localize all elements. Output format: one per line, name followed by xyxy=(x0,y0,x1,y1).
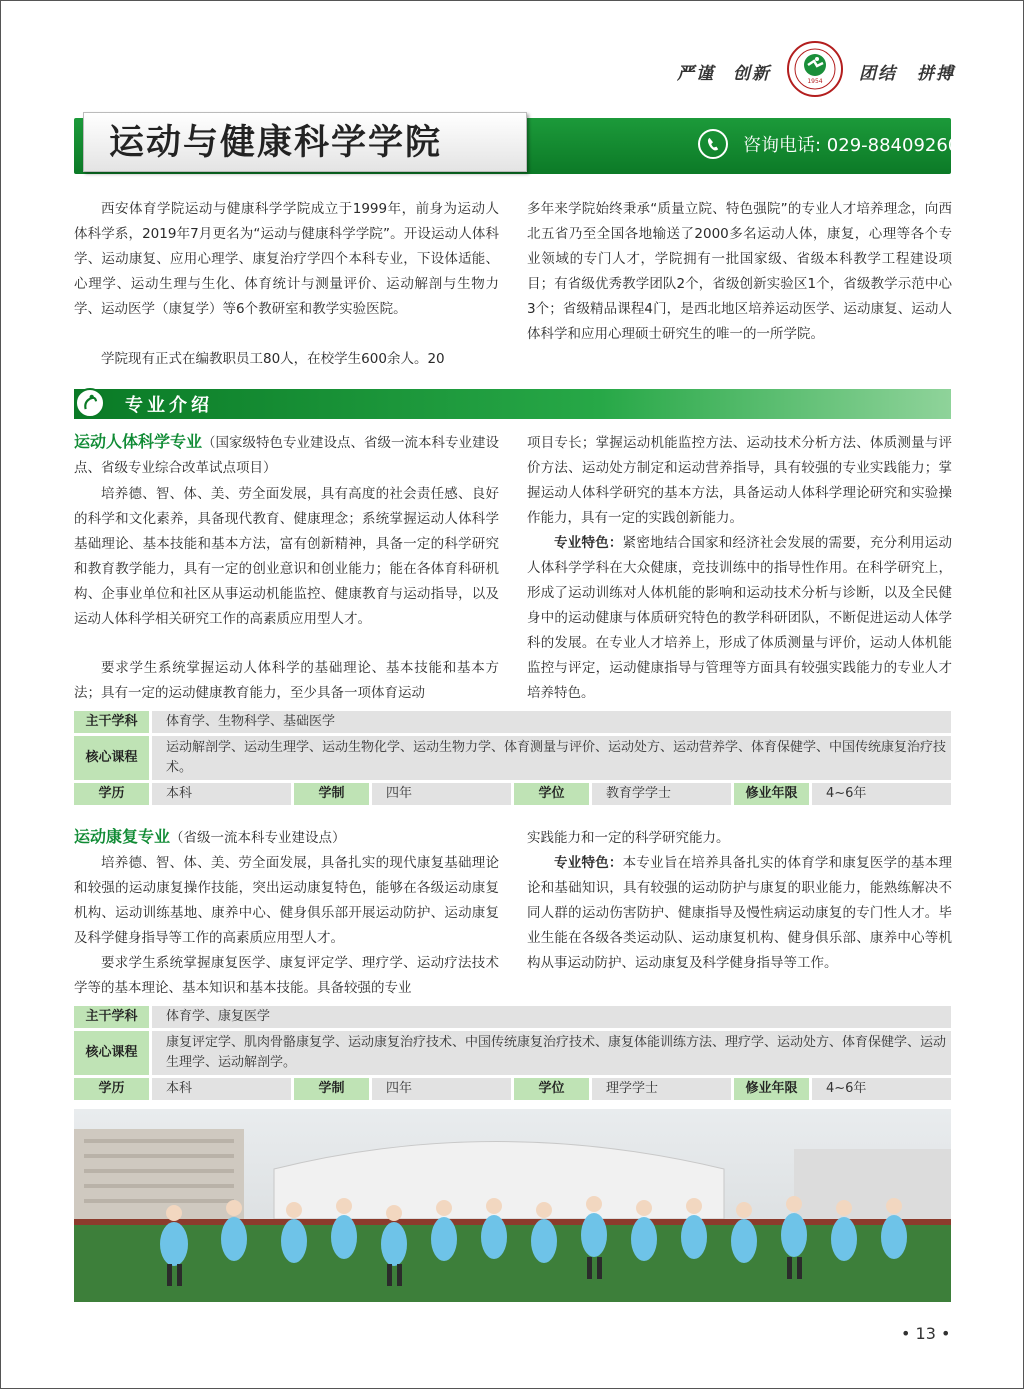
table-label: 主干学科 xyxy=(74,711,149,733)
table-label: 修业年限 xyxy=(734,783,809,805)
intro-paragraph: 学院现有正式在编教职员工80人，在校学生600余人。20 xyxy=(101,351,445,367)
feature-text: 本专业旨在培养具备扎实的体育学和康复医学的基本理论和基础知识，具有较强的运动防护与康复的职业能力，能熟练解决不同人群的运动伤害防护、健康指导及慢性病运动康复的专门性人才。毕业生能在各级各类运动队、运动康复机构、健身俱乐部、康养中心等机构从事运动防护、运动康复及科学健身指导等工作。 xyxy=(527,855,953,971)
major-name: 运动人体科学专业 xyxy=(74,432,203,451)
feature-label: 专业特色： xyxy=(554,535,623,551)
table-label: 学位 xyxy=(514,1078,589,1100)
table-label: 学历 xyxy=(74,1078,149,1100)
intro-paragraph: 多年来学院始终秉承“质量立院、特色强院”的专业人才培养理念，向西北五省乃至全国各地输送了2000多名运动人体，康复，心理等各个专业领域的专门人才，学院拥有一批国家级、省级本科教学工程建设项目；有省级优秀教学团队2个，省级创新实验区1个，省级教学示范中心3个；省级精品课程4门，是西北地区培养运动医学、运动康复、运动人体科学和应用心理硕士研究生的唯一的一所学院。 xyxy=(527,201,952,342)
major-heading xyxy=(74,824,499,851)
group-photo xyxy=(74,1109,951,1302)
table-label: 修业年限 xyxy=(734,1078,809,1100)
motto-word: 拼搏 xyxy=(917,64,955,84)
feature-text: 紧密地结合国家和经济社会发展的需要，充分利用运动人体科学学科在大众健康，竞技训练中的指导性作用。在科学研究上，形成了运动训练对人体机能的影响和运动技术分析与诊断，以及全民健身中的运动健康与体质研究特色的教学科研团队，不断促进运动人体学科的发展。在专业人才培养上，形成了体质测量与评价，运动人体机能监控与评定，运动健康指导与管理等方面具有较强实践能力的专业人才培养特色。 xyxy=(527,535,953,701)
table-value: 教育学学士 xyxy=(592,783,731,805)
table-row xyxy=(74,783,951,805)
table-value: 本科 xyxy=(152,1078,291,1100)
table-label: 核心课程 xyxy=(74,1031,149,1075)
major-paragraph: 要求学生系统掌握运动人体科学的基础理论、基本技能和基本方法；具有一定的运动健康教育能力，至少具备一项体育运动 xyxy=(74,660,499,701)
table-value: 本科 xyxy=(152,783,291,805)
intro-paragraph: 西安体育学院运动与健康科学学院成立于1999年，前身为运动人体科学系，2019年7月更名为“运动与健康科学学院”。开设运动人体科学、运动康复、应用心理学、康复治疗学四个本科专业，下设体适能、心理学、运动生理与生化、体育统计与测量评价、运动解剖与生物力学、运动医学（康复学）等6个教研室和教学实验医院。 xyxy=(74,201,499,317)
major-paragraph: 培养德、智、体、美、劳全面发展，具有高度的社会责任感、良好的科学和文化素养，具备现代教育、健康理念；系统掌握运动人体科学基础理论、基本技能和基本方法，富有创新精神，具备一定的科学研究和教育教学能力，具有一定的创业意识和创业能力；能在各体育科研机构、企事业单位和社区从事运动机能监控、健康教育与运动指导，以及运动人体科学相关研究工作的高素质应用型人才。 xyxy=(74,486,499,627)
motto-word: 严谨 xyxy=(677,64,715,84)
table-value: 四年 xyxy=(372,1078,511,1100)
major-paragraph: 要求学生系统掌握康复医学、康复评定学、理疗学、运动疗法技术学等的基本理论、基本知识和基本技能。具备较强的专业 xyxy=(74,955,499,996)
table-label: 核心课程 xyxy=(74,736,149,780)
table-value: 体育学、生物科学、基础医学 xyxy=(152,711,951,733)
major-note: （国家级特色专业建设点、省级一流本科专业建设点、省级专业综合改革试点项目） xyxy=(74,435,500,476)
table-value: 4~6年 xyxy=(812,783,951,805)
major-heading xyxy=(74,429,499,481)
feature-label: 专业特色： xyxy=(554,855,623,871)
table-row xyxy=(74,1078,951,1100)
motto-word: 创新 xyxy=(733,64,771,84)
runner-icon xyxy=(75,388,105,418)
motto-word: 团结 xyxy=(859,64,897,84)
major-paragraph: 项目专长；掌握运动机能监控方法、运动技术分析方法、体质测量与评价方法、运动处方制定和运动营养指导，具有较强的专业实践能力；掌握运动人体科学研究的基本方法，具备运动人体科学理论研究和实验操作能力，具有一定的实践创新能力。 xyxy=(527,435,952,526)
university-logo-icon xyxy=(787,41,843,97)
table-label: 学制 xyxy=(294,783,369,805)
table-value: 运动解剖学、运动生理学、运动生物化学、运动生物力学、体育测量与评价、运动处方、运动营养学、体育保健学、中国传统康复治疗技术。 xyxy=(152,736,951,780)
table-value: 康复评定学、肌肉骨骼康复学、运动康复治疗技术、中国传统康复治疗技术、康复体能训练方法、理疗学、运动处方、体育保健学、运动生理学、运动解剖学。 xyxy=(152,1031,951,1075)
logo-year: 1954 xyxy=(807,78,823,85)
table-label: 主干学科 xyxy=(74,1006,149,1028)
table-row xyxy=(74,1031,951,1075)
table-row xyxy=(74,1006,951,1028)
table-value: 四年 xyxy=(372,783,511,805)
table-label: 学位 xyxy=(514,783,589,805)
page-number: • 13 • xyxy=(901,1324,951,1343)
phone-icon xyxy=(698,129,728,159)
section-title: 专业介绍 xyxy=(125,395,213,416)
table-row xyxy=(74,711,951,733)
major-feature xyxy=(527,851,952,976)
page-title: 运动与健康科学学院 xyxy=(83,112,527,172)
major-note: （省级一流本科专业建设点） xyxy=(170,830,346,846)
table-value: 理学学士 xyxy=(592,1078,731,1100)
major-paragraph: 实践能力和一定的科学研究能力。 xyxy=(527,830,730,846)
info-table xyxy=(74,711,951,805)
phone-number: 咨询电话: 029-88409260 xyxy=(743,135,960,156)
table-value: 4~6年 xyxy=(812,1078,951,1100)
table-value: 体育学、康复医学 xyxy=(152,1006,951,1028)
major-paragraph: 培养德、智、体、美、劳全面发展，具备扎实的现代康复基础理论和较强的运动康复操作技能，突出运动康复特色，能够在各级运动康复机构、运动训练基地、康养中心、健身俱乐部开展运动防护、运动康复及科学健身指导等工作的高素质应用型人才。 xyxy=(74,855,499,946)
info-table xyxy=(74,1006,951,1100)
table-row xyxy=(74,736,951,780)
table-label: 学历 xyxy=(74,783,149,805)
major-feature xyxy=(527,531,952,706)
major-name: 运动康复专业 xyxy=(74,827,171,846)
motto-header xyxy=(641,49,961,89)
table-label: 学制 xyxy=(294,1078,369,1100)
